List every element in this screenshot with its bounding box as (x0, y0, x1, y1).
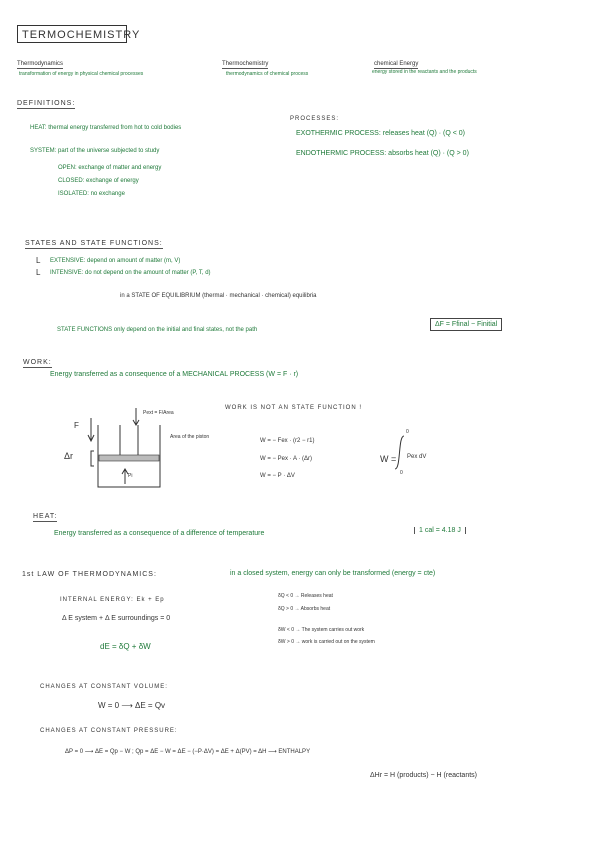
integral-lower-limit: 0 (400, 470, 403, 476)
dr-bracket (91, 451, 94, 466)
first-law-statement: in a closed system, energy can only be transformed (energy = cte) (230, 570, 436, 577)
work-equation-1: W = − Fex · (r2 − r1) (260, 438, 315, 444)
energy-differential: dE = δQ + δW (100, 642, 151, 651)
thermochemistry-heading: Thermochemistry (222, 61, 269, 67)
system-definition: SYSTEM: part of the universe subjected to study (30, 148, 160, 154)
processes-heading: PROCESSES: (290, 116, 340, 122)
work-equation-3: W = − P · ΔV (260, 473, 295, 479)
work-heading: WORK: (23, 359, 52, 366)
pext-label: Pext = F/Area (143, 410, 174, 416)
piston-area-note: Area of the piston (170, 434, 210, 440)
delta-f-formula: ΔF = Ffinal − Finitial (430, 318, 502, 331)
open-system: OPEN: exchange of matter and energy (58, 165, 162, 171)
heat-released-rule: δQ < 0 → Releases heat (278, 593, 333, 599)
heat-heading: HEAT: (33, 513, 58, 520)
states-heading: STATES AND STATE FUNCTIONS: (25, 240, 163, 247)
work-done-by-system-rule: δW < 0 → The system carries out work (278, 627, 365, 633)
reaction-enthalpy: ΔHr = H (products) − H (reactants) (370, 772, 477, 779)
thermochemistry-text: thermodynamics of chemical process (226, 71, 309, 77)
page-title: TERMOCHEMISTRY (22, 29, 141, 41)
endothermic-process: ENDOTHERMIC PROCESS: absorbs heat (Q) · (Q > 0) (296, 150, 469, 157)
force-label: F (74, 421, 79, 430)
integral-sign (395, 436, 404, 469)
chemical-energy-heading: chemical Energy (374, 61, 419, 67)
constant-volume-equation: W = 0 ⟶ ΔE = Qv (98, 701, 166, 710)
extensive-marker: L (36, 256, 41, 265)
dr-label: Δr (64, 451, 74, 461)
work-definition: Energy transferred as a consequence of a MECHANICAL PROCESS (W = F · r) (50, 371, 299, 378)
work-equation-2: W = − Pex · A · (Δr) (260, 456, 313, 462)
isolated-system: ISOLATED: no exchange (58, 191, 125, 197)
constant-volume-heading: CHANGES AT CONSTANT VOLUME: (40, 684, 168, 690)
piston-head (99, 455, 159, 461)
definitions-heading: DEFINITIONS: (17, 100, 76, 107)
equilibrium-note: in a STATE OF EQUILIBRIUM (thermal · mechanical · chemical) equilibria (120, 293, 317, 299)
first-law-heading: 1st LAW OF THERMODYNAMICS: (22, 571, 157, 578)
integral-w-label: W = (380, 454, 397, 464)
work-not-state-function: WORK IS NOT AN STATE FUNCTION ! (225, 405, 363, 411)
exothermic-process: EXOTHERMIC PROCESS: releases heat (Q) · (Q < 0) (296, 130, 466, 137)
internal-energy: INTERNAL ENERGY: Ek + Ep (60, 597, 165, 603)
integral-upper-limit: 0 (406, 429, 409, 435)
heat-definition: HEAT: thermal energy transferred from hot to cold bodies (30, 125, 182, 131)
calorie-conversion: 1 cal = 4.18 J (414, 527, 466, 534)
thermodynamics-heading: Thermodynamics (17, 61, 64, 67)
extensive-definition: EXTENSIVE: depend on amount of matter (m, V) (50, 258, 181, 264)
closed-system: CLOSED: exchange of energy (58, 178, 139, 184)
constant-pressure-heading: CHANGES AT CONSTANT PRESSURE: (40, 728, 178, 734)
pi-label: Pi (128, 473, 133, 479)
heat-definition-2: Energy transferred as a consequence of a difference of temperature (54, 530, 265, 537)
heat-absorbed-rule: δQ > 0 → Absorbs heat (278, 606, 331, 612)
constant-pressure-equation: ΔP = 0 ⟶ ΔE = Qp − W ; Qp = ΔE − W = ΔE − (−P·ΔV) = ΔE + Δ(PV) = ΔH ⟶ ENTHALPY (65, 749, 311, 755)
thermodynamics-text: transformation of energy in physical chemical processes (19, 71, 144, 77)
chemical-energy-text: energy stored in the reactants and the products (372, 69, 477, 75)
intensive-definition: INTENSIVE: do not depend on the amount of matter (P, T, d) (50, 270, 211, 276)
state-functions-note: STATE FUNCTIONS only depend on the initial and final states, not the path (57, 327, 258, 333)
energy-balance: Δ E system + Δ E surroundings = 0 (62, 615, 171, 622)
integral-body: Pex dV (407, 454, 427, 460)
intensive-marker: L (36, 268, 41, 277)
work-done-on-system-rule: δW > 0 → work is carried out on the system (278, 639, 375, 645)
